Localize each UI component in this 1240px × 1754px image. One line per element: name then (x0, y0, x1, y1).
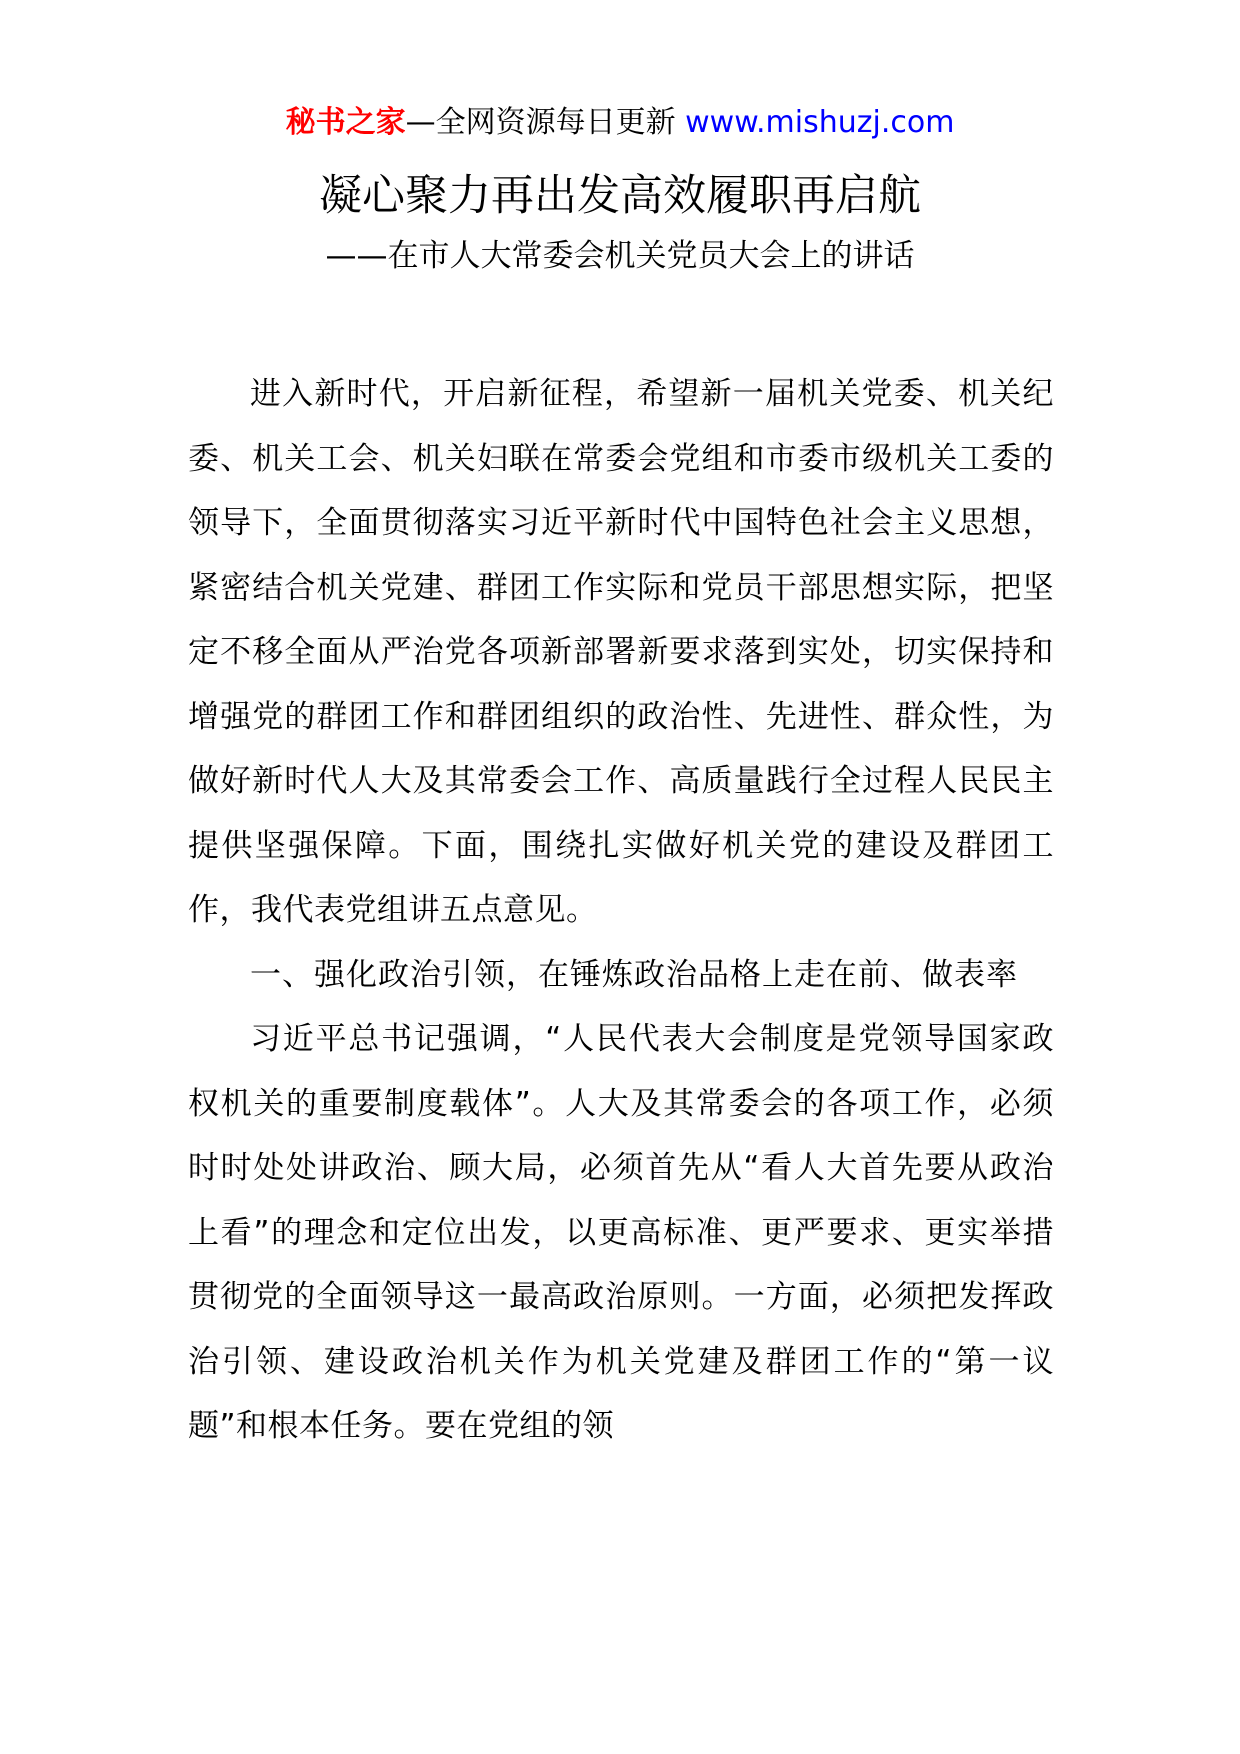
header-slogan: —全网资源每日更新 (405, 105, 686, 140)
document-title: 凝心聚力再出发高效履职再启航 (319, 171, 921, 221)
document-body (188, 362, 1054, 1459)
site-header (0, 102, 1240, 144)
site-url-link[interactable]: www.mishuzj.com (685, 105, 955, 140)
paragraph-section-1: 习近平总书记强调，“人民代表大会制度是党领导国家政权机关的重要制度载体”。人大及其常委会的各项工作，必须时时处处讲政治、顾大局，必须首先从“看人大首先要从政治上看”的理念和定位出发，以更高标准、更严要求、更实举措贯彻党的全面领导这一最高政治原则。一方面，必须把发挥政治引领、建设政治机关作为机关党建及群团工作的“第一议题”和根本任务。要在党组的领 (188, 1021, 1054, 1444)
document-subtitle: ——在市人大常委会机关党员大会上的讲话 (325, 238, 915, 274)
section-heading-1: 一、强化政治引领，在锤炼政治品格上走在前、做表率 (250, 956, 1018, 993)
paragraph-intro: 进入新时代，开启新征程，希望新一届机关党委、机关纪委、机关工会、机关妇联在常委会党组和市委市级机关工委的领导下，全面贯彻落实习近平新时代中国特色社会主义思想，紧密结合机关党建、群团工作实际和党员干部思想实际，把坚定不移全面从严治党各项新部署新要求落到实处，切实保持和增强党的群团工作和群团组织的政治性、先进性、群众性，为做好新时代人大及其常委会工作、高质量践行全过程人民民主提供坚强保障。下面，围绕扎实做好机关党的建设及群团工作，我代表党组讲五点意见。 (188, 376, 1054, 928)
brand-name: 秘书之家 (285, 105, 406, 140)
